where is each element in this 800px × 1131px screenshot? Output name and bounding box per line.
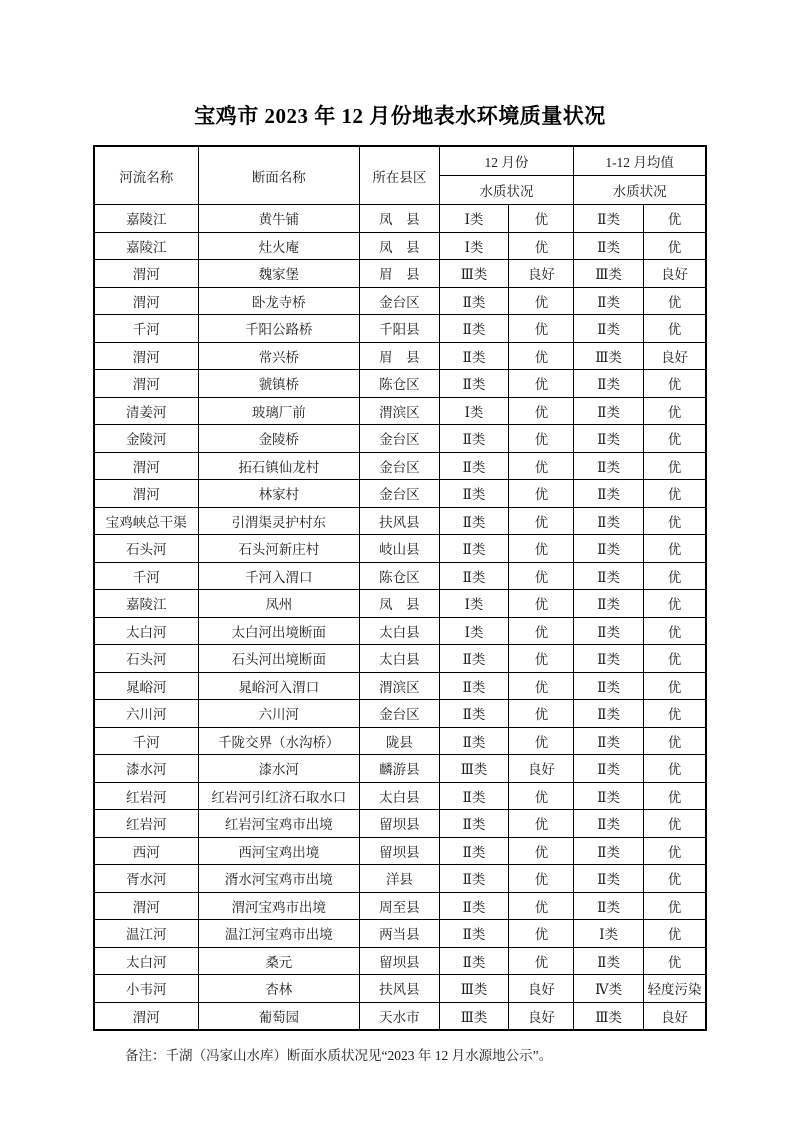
table-header bbox=[94, 146, 706, 205]
cell-december-class: Ⅱ类 bbox=[439, 700, 509, 728]
table-body bbox=[94, 205, 706, 1031]
cell-annual-status: 优 bbox=[644, 865, 706, 893]
cell-section-name: 黄牛铺 bbox=[198, 205, 360, 233]
cell-county: 凤 县 bbox=[360, 590, 440, 618]
cell-december-class: Ⅱ类 bbox=[439, 507, 509, 535]
table-row bbox=[94, 672, 706, 700]
cell-county: 金台区 bbox=[360, 425, 440, 453]
cell-annual-status: 优 bbox=[644, 672, 706, 700]
cell-section-name: 西河宝鸡出境 bbox=[198, 837, 360, 865]
cell-december-status: 优 bbox=[509, 425, 574, 453]
cell-river-name: 石头河 bbox=[94, 535, 198, 563]
table-row bbox=[94, 700, 706, 728]
cell-river-name: 千河 bbox=[94, 315, 198, 343]
col-header-county: 所在县区 bbox=[360, 146, 440, 205]
cell-section-name: 引渭渠灵护村东 bbox=[198, 507, 360, 535]
table-row bbox=[94, 755, 706, 783]
cell-river-name: 宝鸡峡总干渠 bbox=[94, 507, 198, 535]
table-row bbox=[94, 810, 706, 838]
cell-county: 洋县 bbox=[360, 865, 440, 893]
cell-county: 金台区 bbox=[360, 452, 440, 480]
cell-december-class: Ⅱ类 bbox=[439, 782, 509, 810]
cell-december-status: 优 bbox=[509, 837, 574, 865]
cell-annual-status: 轻度污染 bbox=[644, 975, 706, 1003]
cell-river-name: 渭河 bbox=[94, 342, 198, 370]
cell-annual-class: Ⅱ类 bbox=[574, 232, 644, 260]
cell-december-status: 优 bbox=[509, 342, 574, 370]
table-row bbox=[94, 782, 706, 810]
cell-december-status: 优 bbox=[509, 727, 574, 755]
cell-annual-status: 优 bbox=[644, 480, 706, 508]
table-row bbox=[94, 480, 706, 508]
cell-december-class: Ⅱ类 bbox=[439, 425, 509, 453]
cell-county: 千阳县 bbox=[360, 315, 440, 343]
cell-county: 扶风县 bbox=[360, 975, 440, 1003]
cell-county: 金台区 bbox=[360, 700, 440, 728]
cell-river-name: 太白河 bbox=[94, 617, 198, 645]
col-subheader-december-quality: 水质状况 bbox=[439, 176, 574, 205]
cell-december-class: Ⅱ类 bbox=[439, 837, 509, 865]
cell-section-name: 渭河宝鸡市出境 bbox=[198, 892, 360, 920]
cell-section-name: 凤州 bbox=[198, 590, 360, 618]
cell-river-name: 渭河 bbox=[94, 892, 198, 920]
cell-river-name: 渭河 bbox=[94, 480, 198, 508]
cell-river-name: 太白河 bbox=[94, 947, 198, 975]
table-row bbox=[94, 287, 706, 315]
cell-annual-class: Ⅱ类 bbox=[574, 782, 644, 810]
water-quality-table bbox=[93, 145, 707, 1031]
cell-december-status: 优 bbox=[509, 562, 574, 590]
cell-annual-status: 优 bbox=[644, 782, 706, 810]
cell-river-name: 晁峪河 bbox=[94, 672, 198, 700]
table-row bbox=[94, 920, 706, 948]
cell-section-name: 魏家堡 bbox=[198, 260, 360, 288]
cell-county: 留坝县 bbox=[360, 810, 440, 838]
cell-section-name: 温江河宝鸡市出境 bbox=[198, 920, 360, 948]
table-row bbox=[94, 452, 706, 480]
cell-annual-class: Ⅱ类 bbox=[574, 645, 644, 673]
cell-december-status: 良好 bbox=[509, 260, 574, 288]
cell-county: 凤 县 bbox=[360, 232, 440, 260]
cell-section-name: 六川河 bbox=[198, 700, 360, 728]
table-row bbox=[94, 975, 706, 1003]
cell-december-status: 优 bbox=[509, 810, 574, 838]
table-row bbox=[94, 535, 706, 563]
cell-annual-status: 优 bbox=[644, 397, 706, 425]
table-row bbox=[94, 260, 706, 288]
cell-annual-status: 优 bbox=[644, 645, 706, 673]
cell-section-name: 拓石镇仙龙村 bbox=[198, 452, 360, 480]
cell-december-class: Ⅱ类 bbox=[439, 672, 509, 700]
cell-county: 太白县 bbox=[360, 782, 440, 810]
cell-december-class: Ⅰ类 bbox=[439, 205, 509, 233]
table-row bbox=[94, 342, 706, 370]
cell-december-status: 优 bbox=[509, 947, 574, 975]
cell-december-class: Ⅱ类 bbox=[439, 892, 509, 920]
cell-december-status: 良好 bbox=[509, 755, 574, 783]
cell-river-name: 温江河 bbox=[94, 920, 198, 948]
cell-december-status: 良好 bbox=[509, 975, 574, 1003]
cell-annual-class: Ⅳ类 bbox=[574, 975, 644, 1003]
cell-december-status: 优 bbox=[509, 370, 574, 398]
cell-december-status: 优 bbox=[509, 507, 574, 535]
page-title: 宝鸡市 2023 年 12 月份地表水环境质量状况 bbox=[194, 104, 606, 128]
cell-december-status: 优 bbox=[509, 232, 574, 260]
cell-annual-status: 良好 bbox=[644, 342, 706, 370]
cell-december-status: 优 bbox=[509, 645, 574, 673]
cell-december-class: Ⅲ类 bbox=[439, 1002, 509, 1030]
cell-section-name: 湑水河宝鸡市出境 bbox=[198, 865, 360, 893]
table-row bbox=[94, 315, 706, 343]
cell-december-class: Ⅱ类 bbox=[439, 727, 509, 755]
cell-section-name: 玻璃厂前 bbox=[198, 397, 360, 425]
cell-county: 留坝县 bbox=[360, 947, 440, 975]
cell-annual-status: 优 bbox=[644, 590, 706, 618]
cell-county: 陈仓区 bbox=[360, 370, 440, 398]
cell-river-name: 渭河 bbox=[94, 370, 198, 398]
table-row bbox=[94, 645, 706, 673]
col-subheader-annual-quality: 水质状况 bbox=[574, 176, 706, 205]
cell-december-status: 优 bbox=[509, 287, 574, 315]
cell-december-status: 优 bbox=[509, 397, 574, 425]
cell-annual-class: Ⅱ类 bbox=[574, 535, 644, 563]
cell-annual-status: 优 bbox=[644, 507, 706, 535]
cell-river-name: 清姜河 bbox=[94, 397, 198, 425]
cell-section-name: 漆水河 bbox=[198, 755, 360, 783]
cell-december-status: 优 bbox=[509, 700, 574, 728]
cell-december-class: Ⅰ类 bbox=[439, 397, 509, 425]
cell-county: 眉 县 bbox=[360, 260, 440, 288]
cell-december-class: Ⅱ类 bbox=[439, 370, 509, 398]
cell-december-class: Ⅲ类 bbox=[439, 260, 509, 288]
cell-annual-status: 优 bbox=[644, 810, 706, 838]
cell-annual-class: Ⅲ类 bbox=[574, 260, 644, 288]
cell-county: 天水市 bbox=[360, 1002, 440, 1030]
table-row bbox=[94, 397, 706, 425]
footnote: 备注：千湖（冯家山水库）断面水质状况见“2023 年 12 月水源地公示”。 bbox=[125, 1048, 553, 1063]
cell-section-name: 金陵桥 bbox=[198, 425, 360, 453]
cell-section-name: 桑元 bbox=[198, 947, 360, 975]
cell-december-status: 优 bbox=[509, 452, 574, 480]
cell-annual-status: 良好 bbox=[644, 1002, 706, 1030]
cell-river-name: 漆水河 bbox=[94, 755, 198, 783]
cell-annual-class: Ⅱ类 bbox=[574, 205, 644, 233]
cell-annual-status: 优 bbox=[644, 947, 706, 975]
cell-december-class: Ⅱ类 bbox=[439, 535, 509, 563]
cell-section-name: 灶火庵 bbox=[198, 232, 360, 260]
cell-annual-status: 优 bbox=[644, 755, 706, 783]
cell-annual-class: Ⅱ类 bbox=[574, 590, 644, 618]
table-row bbox=[94, 232, 706, 260]
cell-december-status: 优 bbox=[509, 480, 574, 508]
cell-county: 周至县 bbox=[360, 892, 440, 920]
cell-annual-class: Ⅱ类 bbox=[574, 947, 644, 975]
table-row bbox=[94, 865, 706, 893]
cell-annual-status: 优 bbox=[644, 562, 706, 590]
cell-annual-status: 优 bbox=[644, 892, 706, 920]
col-header-section: 断面名称 bbox=[198, 146, 360, 205]
cell-december-class: Ⅱ类 bbox=[439, 920, 509, 948]
cell-december-status: 优 bbox=[509, 672, 574, 700]
cell-annual-status: 优 bbox=[644, 727, 706, 755]
cell-county: 陇县 bbox=[360, 727, 440, 755]
cell-annual-class: Ⅱ类 bbox=[574, 755, 644, 783]
cell-county: 麟游县 bbox=[360, 755, 440, 783]
cell-annual-class: Ⅲ类 bbox=[574, 1002, 644, 1030]
table-row bbox=[94, 892, 706, 920]
cell-annual-status: 优 bbox=[644, 700, 706, 728]
cell-december-status: 优 bbox=[509, 315, 574, 343]
cell-december-status: 优 bbox=[509, 782, 574, 810]
cell-december-class: Ⅰ类 bbox=[439, 232, 509, 260]
cell-section-name: 虢镇桥 bbox=[198, 370, 360, 398]
cell-county: 太白县 bbox=[360, 617, 440, 645]
cell-county: 金台区 bbox=[360, 480, 440, 508]
cell-annual-class: Ⅲ类 bbox=[574, 342, 644, 370]
cell-river-name: 千河 bbox=[94, 727, 198, 755]
cell-december-class: Ⅱ类 bbox=[439, 562, 509, 590]
cell-annual-class: Ⅱ类 bbox=[574, 315, 644, 343]
cell-december-class: Ⅱ类 bbox=[439, 810, 509, 838]
cell-county: 金台区 bbox=[360, 287, 440, 315]
cell-annual-status: 良好 bbox=[644, 260, 706, 288]
cell-river-name: 渭河 bbox=[94, 287, 198, 315]
cell-annual-class: Ⅰ类 bbox=[574, 920, 644, 948]
cell-december-status: 优 bbox=[509, 865, 574, 893]
cell-river-name: 小韦河 bbox=[94, 975, 198, 1003]
cell-annual-status: 优 bbox=[644, 452, 706, 480]
cell-december-class: Ⅲ类 bbox=[439, 975, 509, 1003]
cell-annual-status: 优 bbox=[644, 920, 706, 948]
cell-county: 扶风县 bbox=[360, 507, 440, 535]
cell-december-class: Ⅱ类 bbox=[439, 865, 509, 893]
cell-annual-class: Ⅱ类 bbox=[574, 452, 644, 480]
cell-annual-status: 优 bbox=[644, 837, 706, 865]
cell-county: 留坝县 bbox=[360, 837, 440, 865]
cell-county: 眉 县 bbox=[360, 342, 440, 370]
cell-river-name: 渭河 bbox=[94, 260, 198, 288]
col-header-december-group: 12 月份 bbox=[439, 146, 574, 176]
cell-december-class: Ⅰ类 bbox=[439, 617, 509, 645]
cell-river-name: 嘉陵江 bbox=[94, 205, 198, 233]
cell-annual-class: Ⅱ类 bbox=[574, 617, 644, 645]
table-row bbox=[94, 837, 706, 865]
cell-annual-status: 优 bbox=[644, 315, 706, 343]
cell-section-name: 林家村 bbox=[198, 480, 360, 508]
cell-december-class: Ⅱ类 bbox=[439, 342, 509, 370]
cell-river-name: 嘉陵江 bbox=[94, 232, 198, 260]
cell-annual-status: 优 bbox=[644, 205, 706, 233]
cell-december-class: Ⅰ类 bbox=[439, 590, 509, 618]
cell-river-name: 石头河 bbox=[94, 645, 198, 673]
cell-section-name: 晁峪河入渭口 bbox=[198, 672, 360, 700]
cell-december-class: Ⅱ类 bbox=[439, 645, 509, 673]
cell-december-status: 优 bbox=[509, 590, 574, 618]
cell-annual-class: Ⅱ类 bbox=[574, 672, 644, 700]
cell-county: 渭滨区 bbox=[360, 672, 440, 700]
cell-county: 凤 县 bbox=[360, 205, 440, 233]
cell-december-class: Ⅱ类 bbox=[439, 480, 509, 508]
cell-county: 岐山县 bbox=[360, 535, 440, 563]
cell-december-class: Ⅱ类 bbox=[439, 947, 509, 975]
cell-annual-class: Ⅱ类 bbox=[574, 370, 644, 398]
table-row bbox=[94, 425, 706, 453]
cell-december-status: 优 bbox=[509, 892, 574, 920]
cell-river-name: 胥水河 bbox=[94, 865, 198, 893]
cell-annual-status: 优 bbox=[644, 617, 706, 645]
cell-annual-class: Ⅱ类 bbox=[574, 397, 644, 425]
cell-county: 太白县 bbox=[360, 645, 440, 673]
cell-river-name: 金陵河 bbox=[94, 425, 198, 453]
cell-section-name: 千河入渭口 bbox=[198, 562, 360, 590]
cell-annual-status: 优 bbox=[644, 370, 706, 398]
cell-annual-class: Ⅱ类 bbox=[574, 865, 644, 893]
cell-december-status: 良好 bbox=[509, 1002, 574, 1030]
table-row bbox=[94, 507, 706, 535]
col-header-annual-group: 1-12 月均值 bbox=[574, 146, 706, 176]
table-row bbox=[94, 590, 706, 618]
table-row bbox=[94, 370, 706, 398]
cell-river-name: 千河 bbox=[94, 562, 198, 590]
cell-section-name: 卧龙寺桥 bbox=[198, 287, 360, 315]
cell-county: 渭滨区 bbox=[360, 397, 440, 425]
cell-section-name: 千陇交界（水沟桥） bbox=[198, 727, 360, 755]
cell-river-name: 嘉陵江 bbox=[94, 590, 198, 618]
cell-annual-status: 优 bbox=[644, 287, 706, 315]
table-container bbox=[93, 145, 707, 1031]
table-row bbox=[94, 562, 706, 590]
cell-december-class: Ⅱ类 bbox=[439, 452, 509, 480]
cell-section-name: 杏林 bbox=[198, 975, 360, 1003]
cell-annual-class: Ⅱ类 bbox=[574, 727, 644, 755]
cell-river-name: 西河 bbox=[94, 837, 198, 865]
table-row bbox=[94, 205, 706, 233]
cell-annual-status: 优 bbox=[644, 535, 706, 563]
table-row bbox=[94, 1002, 706, 1030]
cell-december-status: 优 bbox=[509, 617, 574, 645]
cell-county: 陈仓区 bbox=[360, 562, 440, 590]
cell-annual-class: Ⅱ类 bbox=[574, 480, 644, 508]
cell-annual-class: Ⅱ类 bbox=[574, 425, 644, 453]
cell-annual-status: 优 bbox=[644, 232, 706, 260]
cell-county: 两当县 bbox=[360, 920, 440, 948]
cell-december-status: 优 bbox=[509, 205, 574, 233]
cell-annual-status: 优 bbox=[644, 425, 706, 453]
cell-annual-class: Ⅱ类 bbox=[574, 562, 644, 590]
cell-december-class: Ⅱ类 bbox=[439, 315, 509, 343]
cell-section-name: 石头河新庄村 bbox=[198, 535, 360, 563]
cell-annual-class: Ⅱ类 bbox=[574, 810, 644, 838]
table-row bbox=[94, 947, 706, 975]
cell-section-name: 红岩河引红济石取水口 bbox=[198, 782, 360, 810]
cell-annual-class: Ⅱ类 bbox=[574, 287, 644, 315]
cell-december-status: 优 bbox=[509, 920, 574, 948]
table-row bbox=[94, 727, 706, 755]
cell-river-name: 渭河 bbox=[94, 1002, 198, 1030]
cell-river-name: 红岩河 bbox=[94, 810, 198, 838]
cell-annual-class: Ⅱ类 bbox=[574, 837, 644, 865]
table-row bbox=[94, 617, 706, 645]
cell-river-name: 渭河 bbox=[94, 452, 198, 480]
cell-december-class: Ⅱ类 bbox=[439, 287, 509, 315]
cell-annual-class: Ⅱ类 bbox=[574, 507, 644, 535]
col-header-river: 河流名称 bbox=[94, 146, 198, 205]
cell-december-status: 优 bbox=[509, 535, 574, 563]
cell-section-name: 太白河出境断面 bbox=[198, 617, 360, 645]
cell-river-name: 六川河 bbox=[94, 700, 198, 728]
cell-annual-class: Ⅱ类 bbox=[574, 700, 644, 728]
cell-december-class: Ⅲ类 bbox=[439, 755, 509, 783]
cell-section-name: 石头河出境断面 bbox=[198, 645, 360, 673]
cell-river-name: 红岩河 bbox=[94, 782, 198, 810]
cell-section-name: 葡萄园 bbox=[198, 1002, 360, 1030]
cell-annual-class: Ⅱ类 bbox=[574, 892, 644, 920]
cell-section-name: 千阳公路桥 bbox=[198, 315, 360, 343]
cell-section-name: 红岩河宝鸡市出境 bbox=[198, 810, 360, 838]
cell-section-name: 常兴桥 bbox=[198, 342, 360, 370]
